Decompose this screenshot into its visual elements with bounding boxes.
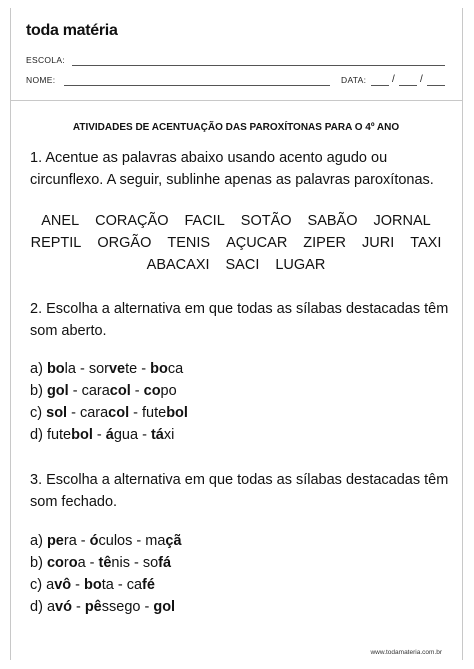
question-2-options (30, 358, 188, 446)
brand-logo: toda matéria (26, 22, 118, 39)
date-separator: / (420, 74, 424, 85)
word-item: JORNAL (373, 213, 431, 229)
word-item: SOTÃO (240, 213, 292, 229)
date-label: DATA: (341, 75, 367, 85)
name-label: NOME: (26, 75, 56, 85)
word-item: ANEL (41, 213, 80, 229)
word-item: TAXI (410, 235, 442, 251)
word-row (10, 232, 462, 254)
word-item: LUGAR (275, 257, 326, 273)
word-item: ORGÃO (97, 235, 152, 251)
date-separator: / (392, 74, 396, 85)
option-a: a) bola - sorvete - boca (30, 361, 184, 377)
word-item: FACIL (184, 213, 225, 229)
word-row (10, 210, 462, 232)
option-d: d) avó - pêssego - gol (30, 599, 176, 615)
date-day-line (371, 85, 389, 86)
date-year-line (427, 85, 445, 86)
word-list (10, 210, 462, 276)
worksheet-title: ATIVIDADES DE ACENTUAÇÃO DAS PAROXÍTONAS PARA O 4º ANO (72, 122, 400, 133)
date-month-line (399, 85, 417, 86)
option-a: a) pera - óculos - maçã (30, 533, 182, 549)
word-item: ZIPER (303, 235, 346, 251)
question-1-text: 1. Acentue as palavras abaixo usando acento agudo ou circunflexo. A seguir, sublinhe apenas as palavras paroxítonas. (30, 150, 434, 188)
word-item: AÇUCAR (226, 235, 288, 251)
word-item: TENIS (167, 235, 211, 251)
word-item: REPTIL (30, 235, 82, 251)
right-border (462, 8, 463, 660)
word-item: ABACAXI (146, 257, 210, 273)
option-b: b) coroa - tênis - sofá (30, 555, 172, 571)
header-divider (10, 100, 462, 101)
name-line (64, 85, 330, 86)
question-3-options (30, 530, 182, 618)
word-item: CORAÇÃO (95, 213, 169, 229)
question-2-text: 2. Escolha a alternativa em que todas as sílabas destacadas têm som aberto. (30, 301, 449, 339)
option-b: b) gol - caracol - copo (30, 383, 177, 399)
word-row (10, 254, 462, 276)
word-item: SACI (225, 257, 260, 273)
question-3-text: 3. Escolha a alternativa em que todas as sílabas destacadas têm som fechado. (30, 472, 449, 510)
school-line (72, 65, 445, 66)
word-item: SABÃO (307, 213, 358, 229)
option-c: c) avô - bota - café (30, 577, 155, 593)
left-border (10, 8, 11, 660)
option-d: d) futebol - água - táxi (30, 427, 175, 443)
word-item: JURI (362, 235, 395, 251)
footer-url: www.todamateria.com.br (370, 649, 442, 656)
school-label: ESCOLA: (26, 55, 65, 65)
worksheet (10, 8, 462, 660)
option-c: c) sol - caracol - futebol (30, 405, 188, 421)
